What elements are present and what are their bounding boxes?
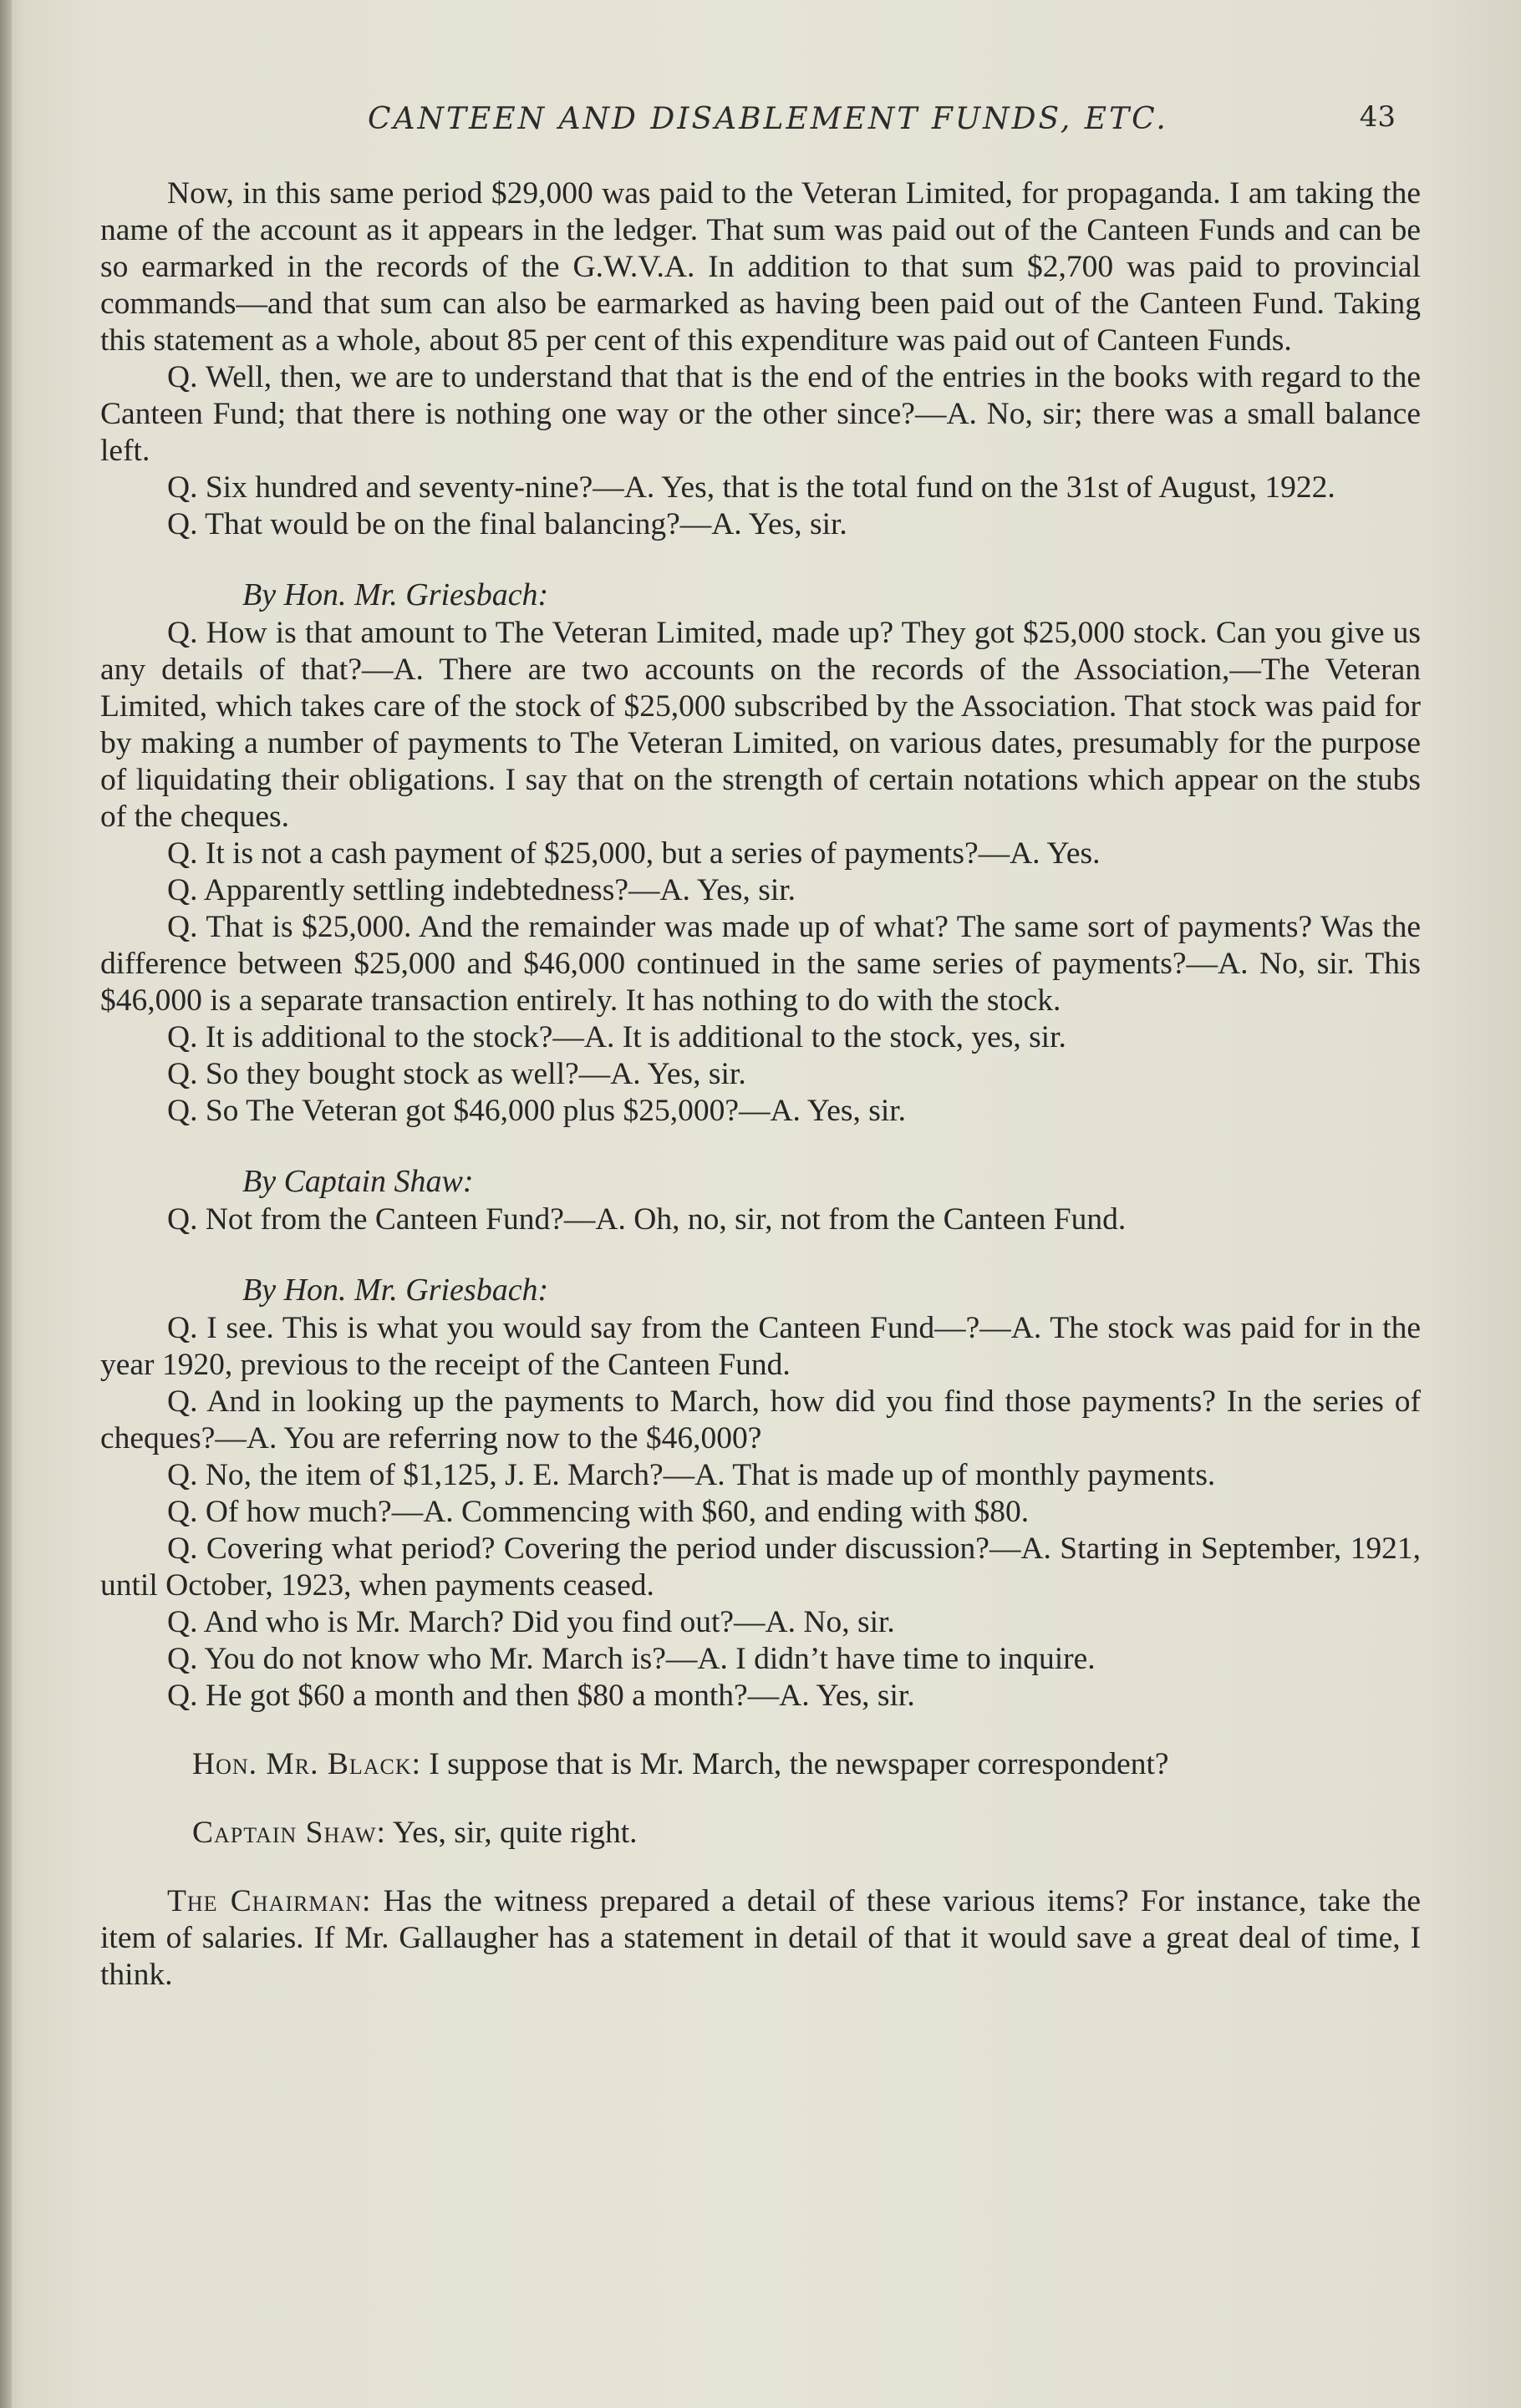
- paragraph: Q. So they bought stock as well?—A. Yes, sir.: [167, 1057, 746, 1091]
- book-spine-shadow: [0, 0, 12, 2408]
- page-number: 43: [1359, 100, 1396, 134]
- paragraph: Q. I see. This is what you would say from the Canteen Fund—?—A. The stock was paid for in the year 1920, previous to the receipt of the Canteen Fund.: [100, 1311, 1421, 1382]
- body-text: [100, 175, 1421, 1994]
- running-title: CANTEEN AND DISABLEMENT FUNDS, ETC.: [368, 102, 1168, 136]
- paragraph: Q. You do not know who Mr. March is?—A. I didn’t have time to inquire.: [167, 1642, 1096, 1676]
- paragraph: Q. It is additional to the stock?—A. It is additional to the stock, yes, sir.: [167, 1020, 1066, 1054]
- paragraph: Q. Six hundred and seventy-nine?—A. Yes, that is the total fund on the 31st of August, 1922.: [167, 470, 1335, 505]
- speaker-name: Hon. Mr. Black:: [192, 1747, 422, 1781]
- speech-text: I suppose that is Mr. March, the newspaper correspondent?: [429, 1747, 1169, 1781]
- paragraph: Q. It is not a cash payment of $25,000, but a series of payments?—A. Yes.: [167, 836, 1101, 871]
- paragraph: Q. Covering what period? Covering the period under discussion?—A. Starting in September, 1921, until October, 1923, when payments ceased.: [100, 1532, 1421, 1603]
- speech-chairman: [100, 1883, 1421, 1994]
- paragraph: Q. He got $60 a month and then $80 a month?—A. Yes, sir.: [167, 1679, 915, 1713]
- speech-text: Has the witness prepared a detail of these various items? For instance, take the item of salaries. If Mr. Gallaugher has a statement in detail of that it would save a great deal of time, I think.: [100, 1884, 1422, 1992]
- paragraph: Q. Of how much?—A. Commencing with $60, and ending with $80.: [167, 1495, 1030, 1529]
- examiner-heading: By Captain Shaw:: [242, 1164, 474, 1199]
- paragraph: Q. Apparently settling indebtedness?—A. Yes, sir.: [167, 873, 796, 907]
- speech-shaw: [100, 1815, 1421, 1852]
- page-header: [368, 92, 1421, 150]
- paragraph: Q. How is that amount to The Veteran Limited, made up? They got $25,000 stock. Can you give us any details of that?—A. There are two accounts on the records of the Association,—The Veteran Limited, which takes care of the stock of $25,000 subscribed by the Association. That stock was paid for by making a number of payments to The Veteran Limited, on various dates, presumably for the purpose of liquidating their obligations. I say that on the strength of certain notations which appear on the stubs of the cheques.: [100, 616, 1421, 834]
- paragraph: Q. So The Veteran got $46,000 plus $25,000?—A. Yes, sir.: [167, 1094, 907, 1128]
- paragraph: Now, in this same period $29,000 was paid to the Veteran Limited, for propaganda. I am taking the name of the account as it appears in the ledger. That sum was paid out of the Canteen Funds and can be so earmarked in the records of the G.W.V.A. In addition to that sum $2,700 was paid to provincial commands—and that sum can also be earmarked as having been paid out of the Canteen Fund. Taking this statement as a whole, about 85 per cent of this expenditure was paid out of Canteen Funds.: [100, 176, 1421, 358]
- speech-text: Yes, sir, quite right.: [392, 1816, 638, 1850]
- paragraph: Q. Well, then, we are to understand that that is the end of the entries in the books with regard to the Canteen Fund; that there is nothing one way or the other since?—A. No, sir; there was a small balance left.: [100, 360, 1421, 468]
- paragraph: Q. That is $25,000. And the remainder was made up of what? The same sort of payments? Was the difference between $25,000 and $46,000 continued in the same series of payments?—A. No, sir. This $46,000 is a separate transaction entirely. It has nothing to do with the stock.: [100, 910, 1421, 1018]
- speaker-name: Captain Shaw:: [192, 1816, 386, 1850]
- paragraph: Q. And who is Mr. March? Did you find out?—A. No, sir.: [167, 1605, 895, 1639]
- paragraph: Q. No, the item of $1,125, J. E. March?—A. That is made up of monthly payments.: [167, 1458, 1216, 1492]
- examiner-heading: By Hon. Mr. Griesbach:: [242, 1273, 549, 1308]
- speech-black: [100, 1746, 1421, 1783]
- paragraph: Q. That would be on the final balancing?—A. Yes, sir.: [167, 507, 847, 541]
- paragraph: Q. Not from the Canteen Fund?—A. Oh, no, sir, not from the Canteen Fund.: [167, 1202, 1127, 1237]
- speaker-name: The Chairman:: [167, 1884, 372, 1918]
- paragraph: Q. And in looking up the payments to March, how did you find those payments? In the series of cheques?—A. You are referring now to the $46,000?: [100, 1384, 1421, 1455]
- examiner-heading: By Hon. Mr. Griesbach:: [242, 577, 549, 612]
